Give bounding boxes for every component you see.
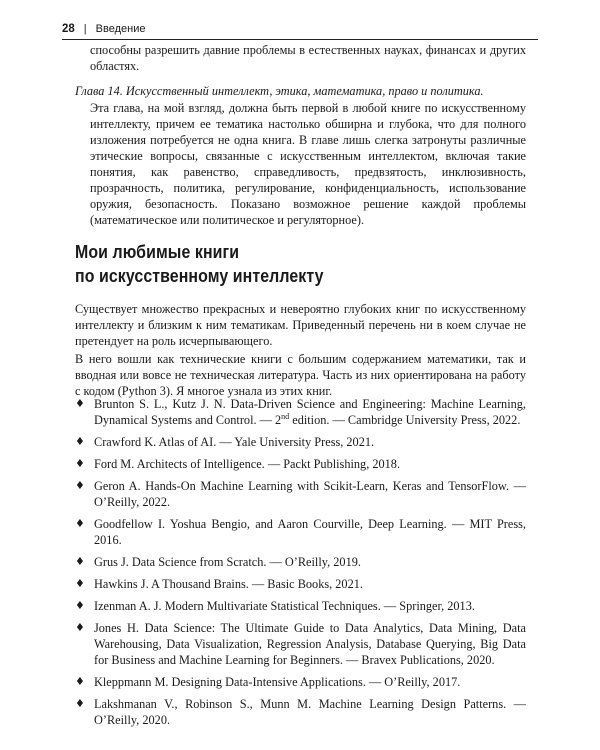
- list-item: [75, 554, 526, 570]
- list-item: [75, 478, 526, 510]
- diamond-bullet-icon: ♦: [75, 599, 85, 612]
- book-entry: Lakshmanan V., Robinson S., Munn M. Machine Learning Design Patterns. — O’Reilly, 2020.: [94, 697, 526, 727]
- diamond-bullet-icon: ♦: [75, 697, 85, 710]
- list-item: [75, 696, 526, 728]
- header-separator: |: [83, 23, 87, 35]
- list-item: [75, 516, 526, 548]
- list-item: [75, 620, 526, 668]
- list-item: [75, 434, 526, 450]
- book-entry-text-end: edition. — Cambridge University Press, 2022.: [289, 413, 521, 427]
- list-item: [75, 396, 526, 428]
- diamond-bullet-icon: ♦: [75, 479, 85, 492]
- diamond-bullet-icon: ♦: [75, 555, 85, 568]
- list-item: [75, 576, 526, 592]
- book-entry-superscript: nd: [281, 411, 290, 421]
- list-item: [75, 456, 526, 472]
- book-list: [75, 396, 526, 734]
- diamond-bullet-icon: ♦: [75, 435, 85, 448]
- diamond-bullet-icon: ♦: [75, 675, 85, 688]
- book-entry: Ford M. Architects of Intelligence. — Packt Publishing, 2018.: [94, 457, 401, 471]
- diamond-bullet-icon: ♦: [75, 621, 85, 634]
- book-entry: Izenman A. J. Modern Multivariate Statistical Techniques. — Springer, 2013.: [94, 599, 475, 613]
- chapter-14-description: Эта глава, на мой взгляд, должна быть первой в любой книге по искусственному интеллекту, причем ее тематика настолько обширна и глубока, что для полного изложения потребуется не одна книга. В главе лишь слегка затронуты различные этические вопросы, связанные с искусственным интеллектом, включая такие понятия, как равенство, справедливость, предвзятость, инклюзивность, прозрачность, политика, регулирование, конфиденциальность, использование оружия, безопасность. Показано возможное решение каждой проблемы (математическое или политическое и регуляторное).: [90, 101, 526, 227]
- section-heading-line-1: Мои любимые книги: [75, 241, 240, 262]
- section-heading-line-2: по искусственному интеллекту: [75, 265, 324, 286]
- diamond-bullet-icon: ♦: [75, 517, 85, 530]
- diamond-bullet-icon: ♦: [75, 397, 85, 410]
- running-header: [62, 20, 538, 38]
- section-paragraph-1: Существует множество прекрасных и невероятно глубоких книг по искусственному интеллекту и близким к ним тематикам. Приведенный перечень ни в коем случае не претендует на роль исчерпывающего.: [75, 302, 526, 348]
- book-entry: Kleppmann M. Designing Data-Intensive Applications. — O’Reilly, 2017.: [94, 675, 461, 689]
- list-item: [75, 674, 526, 690]
- page-number: 28: [62, 23, 75, 35]
- book-entry: Jones H. Data Science: The Ultimate Guide to Data Analytics, Data Mining, Data Warehousing, Data Visualization, Regression Analysis, Database Querying, Big Data for Business and Machine Learning for Beginners. — Bravex Publications, 2020.: [94, 621, 526, 667]
- book-entry: [94, 396, 526, 428]
- section-heading: [75, 240, 471, 288]
- book-entry: Grus J. Data Science from Scratch. — O’Reilly, 2019.: [94, 555, 361, 569]
- chapter-14-title: Глава 14. Искусственный интеллект, этика, математика, право и политика.: [75, 84, 484, 98]
- intro-continuation-paragraph: способны разрешить давние проблемы в естественных науках, финансах и других областях.: [90, 43, 526, 73]
- diamond-bullet-icon: ♦: [75, 577, 85, 590]
- header-rule: [62, 39, 538, 40]
- list-item: [75, 598, 526, 614]
- section-paragraph-2: В него вошли как технические книги с большим содержанием математики, так и вводная или вовсе не техническая литература. Часть из них ориентирована на работу с кодом (Python 3). Я многое узнала из этих книг.: [75, 352, 526, 398]
- book-entry: Goodfellow I. Yoshua Bengio, and Aaron Courville, Deep Learning. — MIT Press, 2016.: [94, 517, 526, 547]
- book-entry-text: Brunton S. L., Kutz J. N. Data-Driven Science and Engineering: Machine Learning, Dynamical Systems and Control. — 2: [94, 397, 526, 427]
- book-entry: Crawford K. Atlas of AI. — Yale University Press, 2021.: [94, 435, 375, 449]
- running-header-section: Введение: [95, 23, 146, 35]
- book-entry: Hawkins J. A Thousand Brains. — Basic Books, 2021.: [94, 577, 363, 591]
- book-entry: Geron A. Hands-On Machine Learning with Scikit-Learn, Keras and TensorFlow. — O’Reilly, 2022.: [94, 479, 526, 509]
- diamond-bullet-icon: ♦: [75, 457, 85, 470]
